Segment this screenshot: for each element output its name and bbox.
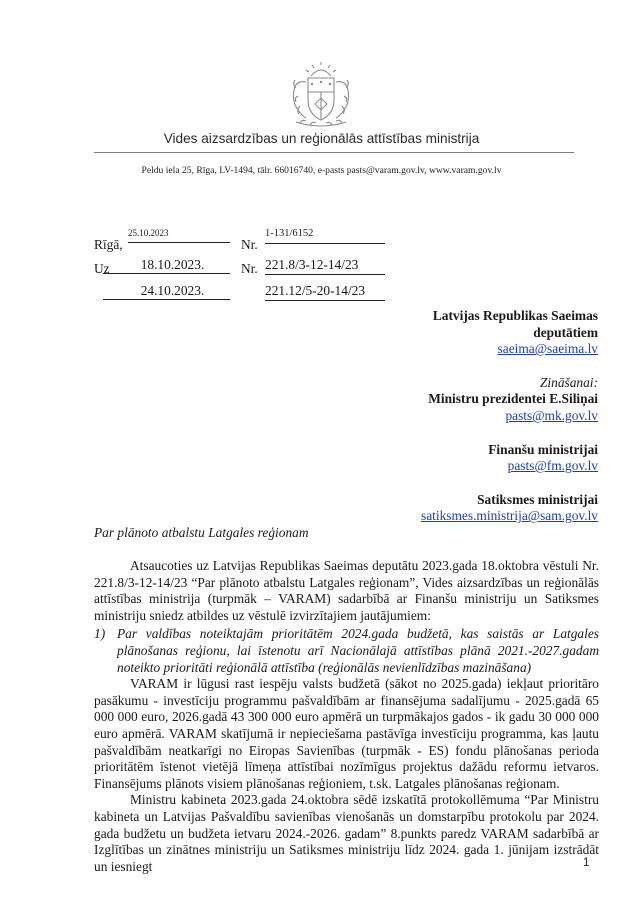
question-number: 1) [94, 626, 106, 642]
recipient-2-email-link[interactable]: pasts@mk.gov.lv [505, 407, 598, 423]
reference-date-2: 24.10.2023. [103, 283, 230, 300]
letter-subject: Par plānoto atbalstu Latgales reģionam [94, 525, 309, 540]
ministry-name: Vides aizsardzības un reģionālās attīstības ministrija [163, 131, 480, 146]
intro-paragraph: Atsaucoties uz Latvijas Republikas Saeimas deputātu 2023.gada 18.oktobra vēstuli Nr. 221.8/3-12-14/23 “Par plānoto atbalstu Latgales reģionam”, Vides aizsardzības un reģionālās attīstības ministrija (turpmāk – VARAM) sadarbībā ar Finanšu ministriju un Satiksmes ministriju sniedz atbildes uz vēstulē izvirzītajiem jautājumiem: [94, 558, 599, 623]
recipients-block [298, 308, 598, 525]
recipient-2-name: Ministru prezidentei E.Siliņai [428, 391, 598, 407]
reference-number-1: 221.8/3-12-14/23 [265, 257, 385, 275]
recipient-1-email-link[interactable]: saeima@saeima.lv [497, 341, 598, 357]
recipient-3-name: Finanšu ministrijai [488, 441, 598, 457]
recipient-1-name: Latvijas Republikas Saeimas [432, 308, 598, 323]
reference-number-label: Nr. [241, 261, 258, 276]
question-item [94, 626, 599, 676]
letter-date: 25.10.2023 [128, 228, 230, 243]
place-label: Rīgā, [94, 237, 123, 252]
recipient-3-email-link[interactable]: pasts@fm.gov.lv [507, 458, 598, 474]
recipient-4-email-link[interactable]: satiksmes.ministrija@sam.gov.lv [421, 508, 598, 524]
ministry-contacts: Peldu iela 25, Rīga, LV-1494, tālr. 66016740, e-pasts pasts@varam.gov.lv, www.varam.gov.lv [141, 165, 502, 176]
question-text: Par valdības noteiktajām prioritātēm 2024.gada budžetā, kas saistās ar Latgales plānošanas reģionu, lai īstenotu arī Nacionālajā attīstības plānā 2021.-2027.gadam noteikto prioritāti reģionālā attīstība (reģionālās nevienlīdzības mazināšana) [117, 626, 599, 675]
letter-number: 1-131/6152 [265, 228, 385, 244]
reference-number-2: 221.12/5-20-14/23 [265, 283, 385, 301]
decision-paragraph: Ministru kabineta 2023.gada 24.oktobra sēdē izskatītā protokollēmuma “Par Ministru kabineta un Latvijas Pašvaldību savienības vienošanās un domstarpību protokolu par 2024. gada budžetu un budžeta ietvaru 2024.-2026. gadam” 8.punkts paredz VARAM sadarbībā ar Izglītības un zinātnes ministriju un Satiksmes ministriju līdz 2024. gada 1. jūnijam izstrādāt un iesniegt [94, 792, 599, 874]
answer-paragraph: VARAM ir lūgusi rast iespēju valsts budžetā (sākot no 2025.gada) iekļaut prioritāro pasākumu - investīciju programmu pašvaldībām ar finansējuma sadalījumu - 2025.gadā 65 000 000 euro, 2026.gadā 43 300 000 euro apmērā un turpmākajos gados - ik gadu 30 000 000 euro apmērā. VARAM skatījumā ir nepieciešama pastāvīga investīciju programma, kas ļautu pašvaldībām neatkarīgi no Eiropas Savienības (turpmāk - ES) fondu plānošanas perioda prioritātēm īstenot vietējā līmeņa attīstībai nozīmīgus projektus dažādu reformu ietvaros. Finansējums plānots visiem plānošanas reģioniem, t.sk. Latgales plānošanas reģionam. [94, 676, 599, 791]
number-label: Nr. [241, 237, 258, 252]
page-number: 1 [583, 857, 590, 869]
reference-label: Uz [94, 261, 110, 276]
header-divider [94, 152, 574, 153]
recipient-1-name-cont: deputātiem [533, 324, 598, 340]
recipient-4-name: Satiksmes ministrijai [477, 491, 598, 507]
coat-of-arms-logo [286, 62, 356, 130]
reference-date-1: 18.10.2023. [103, 257, 230, 274]
letter-body [94, 558, 599, 875]
info-label: Zināšanai: [539, 374, 598, 390]
